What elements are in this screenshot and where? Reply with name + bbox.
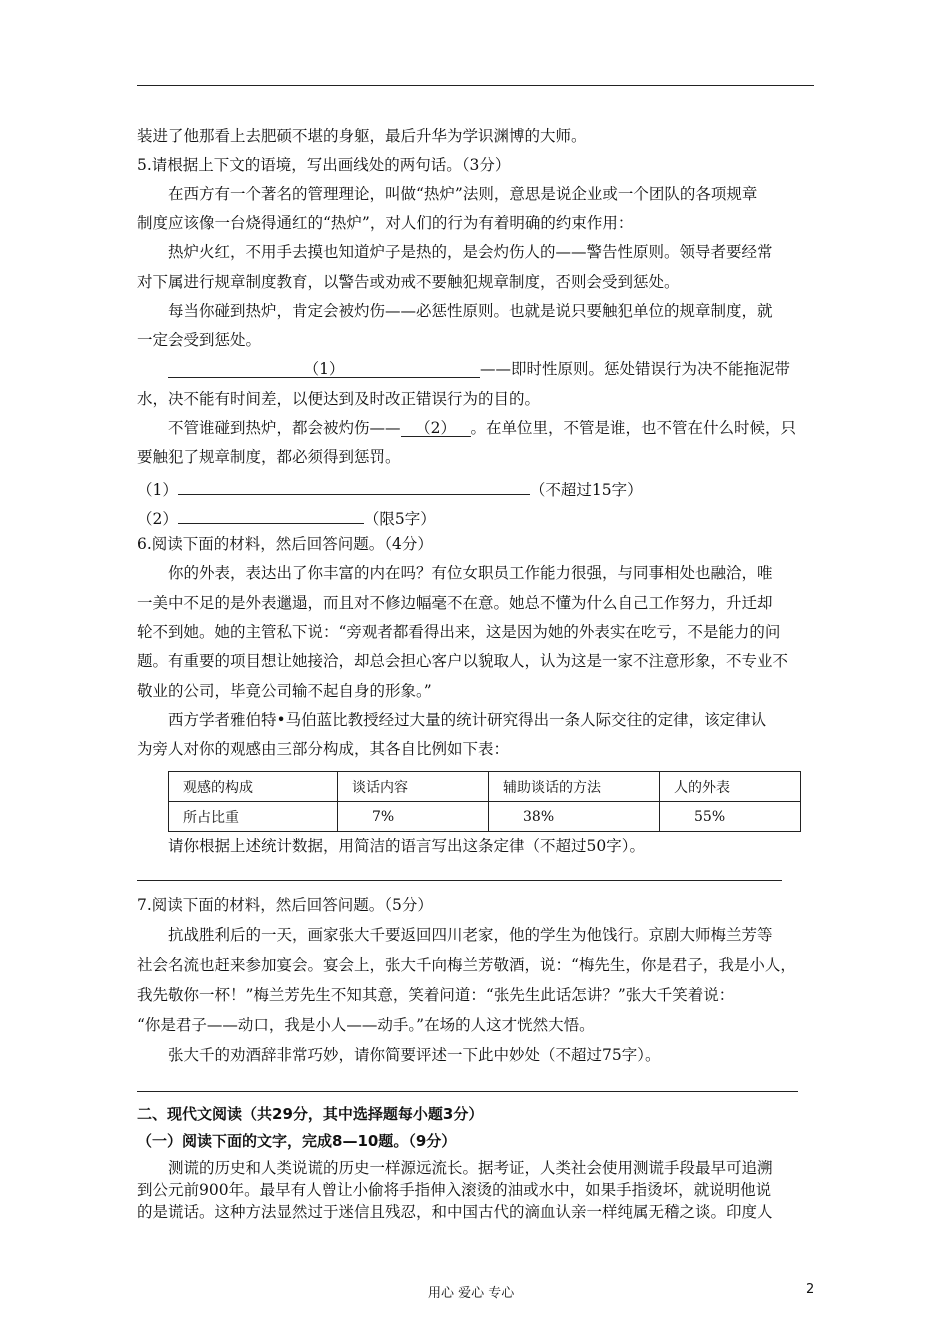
text-line: 你的外表，表达出了你丰富的内在吗？有位女职员工作能力很强，与同事相处也融洽，唯: [168, 564, 773, 582]
text-line: 在西方有一个著名的管理理论，叫做“热炉”法则，意思是说企业或一个团队的各项规章: [168, 185, 758, 203]
answer-1: [137, 476, 643, 500]
question-7: 7.阅读下面的材料，然后回答问题。（5分）: [137, 896, 433, 914]
underline-blank-2: （2）: [401, 418, 471, 437]
answer-1-label: （1）: [137, 481, 178, 499]
text-line: 每当你碰到热炉，肯定会被灼伤——必惩性原则。也就是说只要触犯单位的规章制度，就: [168, 302, 773, 320]
answer-line-6[interactable]: [137, 880, 782, 881]
text-line-blank-1: [168, 359, 790, 379]
answer-2: [137, 505, 436, 529]
table-cell: 38%: [489, 802, 660, 832]
text-line: 要触犯了规章制度，都必须得到惩罚。: [137, 448, 401, 466]
answer-2-field[interactable]: [178, 505, 364, 524]
text-line: 测谎的历史和人类说谎的历史一样源远流长。据考证，人类社会使用测谎手段最早可追溯: [168, 1159, 773, 1177]
text-line: 我先敬你一杯！”梅兰芳先生不知其意，笑着问道：“张先生此话怎讲？”张大千笑着说：: [137, 986, 735, 1004]
text-line: 一定会受到惩处。: [137, 331, 262, 349]
text-line: 题。有重要的项目想让她接洽，却总会担心客户以貌取人，认为这是一家不注意形象，不专业不: [137, 652, 789, 670]
text-line: 抗战胜利后的一天，画家张大千要返回四川老家，他的学生为他饯行。京剧大师梅兰芳等: [168, 926, 773, 944]
blank-1-rest: ——即时性原则。惩处错误行为决不能拖泥带: [480, 360, 791, 378]
text-line: “你是君子——动口，我是小人——动手。”在场的人这才恍然大悟。: [137, 1016, 595, 1034]
text-line: 轮不到她。她的主管私下说：“旁观者都看得出来，这是因为她的外表实在吃亏，不是能力的问: [137, 623, 781, 641]
question-5: 5.请根据上下文的语境，写出画线处的两句话。（3分）: [137, 156, 511, 174]
text-line: 制度应该像一台烧得通红的“热炉”，对人们的行为有着明确的约束作用：: [137, 214, 634, 232]
table-header-row: [169, 772, 801, 802]
table-row: [169, 802, 801, 832]
text-line: 装进了他那看上去肥硕不堪的身躯，最后升华为学识渊博的大师。: [137, 127, 587, 145]
table-cell: 辅助谈话的方法: [489, 772, 660, 802]
question-6: 6.阅读下面的材料，然后回答问题。（4分）: [137, 535, 433, 553]
table-cell: 谈话内容: [338, 772, 489, 802]
text-line: 张大千的劝酒辞非常巧妙，请你简要评述一下此中妙处（不超过75字）。: [168, 1046, 661, 1064]
section-heading: 二、现代文阅读（共29分，其中选择题每小题3分）: [137, 1105, 484, 1123]
text-line: 请你根据上述统计数据，用简洁的语言写出这条定律（不超过50字）。: [168, 837, 645, 855]
text-line: 社会名流也赶来参加宴会。宴会上，张大千向梅兰芳敬酒，说：“梅先生，你是君子，我是小人，: [137, 956, 796, 974]
text-line: 对下属进行规章制度教育，以警告或劝戒不要触犯规章制度，否则会受到惩处。: [137, 273, 680, 291]
answer-line-7[interactable]: [137, 1091, 798, 1092]
text-line: 西方学者雅伯特•马伯蓝比教授经过大量的统计研究得出一条人际交往的定律，该定律认: [168, 711, 767, 729]
table-cell: 观感的构成: [169, 772, 338, 802]
table-cell: 7%: [338, 802, 489, 832]
text-line: 热炉火红，不用手去摸也知道炉子是热的，是会灼伤人的——警告性原则。领导者要经常: [168, 243, 773, 261]
blank-2-rest: 。在单位里，不管是谁，也不管在什么时候，只: [470, 419, 797, 437]
text-line: 到公元前900年。最早有人曾让小偷将手指伸入滚烫的油或水中，如果手指烫坏，就说明他说: [137, 1181, 772, 1199]
text-line: 为旁人对你的观感由三部分构成，其各自比例如下表：: [137, 740, 510, 758]
text-line: 的是谎话。这种方法显然过于迷信且残忍，和中国古代的滴血认亲一样纯属无稽之谈。印度人: [137, 1203, 773, 1221]
text-line: 水，决不能有时间差，以便达到及时改正错误行为的目的。: [137, 390, 541, 408]
blank-2-pre: 不管谁碰到热炉，都会被灼伤——: [168, 419, 401, 437]
answer-1-note: （不超过15字）: [529, 481, 643, 499]
page-number: 2: [806, 1282, 815, 1297]
text-line: 一美中不足的是外表邋遢，而且对不修边幅毫不在意。她总不懂为什么自己工作努力，升迁却: [137, 594, 773, 612]
header-rule: [137, 85, 814, 86]
answer-2-label: （2）: [137, 510, 178, 528]
text-line-blank-2: [168, 418, 796, 438]
table-cell: 55%: [660, 802, 801, 832]
underline-blank-1: （1）: [168, 359, 480, 378]
text-line: 敬业的公司，毕竟公司输不起自身的形象。”: [137, 682, 432, 700]
subsection-heading: （一）阅读下面的文字，完成8—10题。（9分）: [137, 1132, 457, 1150]
answer-1-field[interactable]: [178, 476, 530, 495]
answer-2-note: （限5字）: [363, 510, 436, 528]
perception-table: [168, 771, 801, 832]
table-cell: 人的外表: [660, 772, 801, 802]
table-cell: 所占比重: [169, 802, 338, 832]
footer-text: 用心 爱心 专心: [428, 1286, 515, 1301]
